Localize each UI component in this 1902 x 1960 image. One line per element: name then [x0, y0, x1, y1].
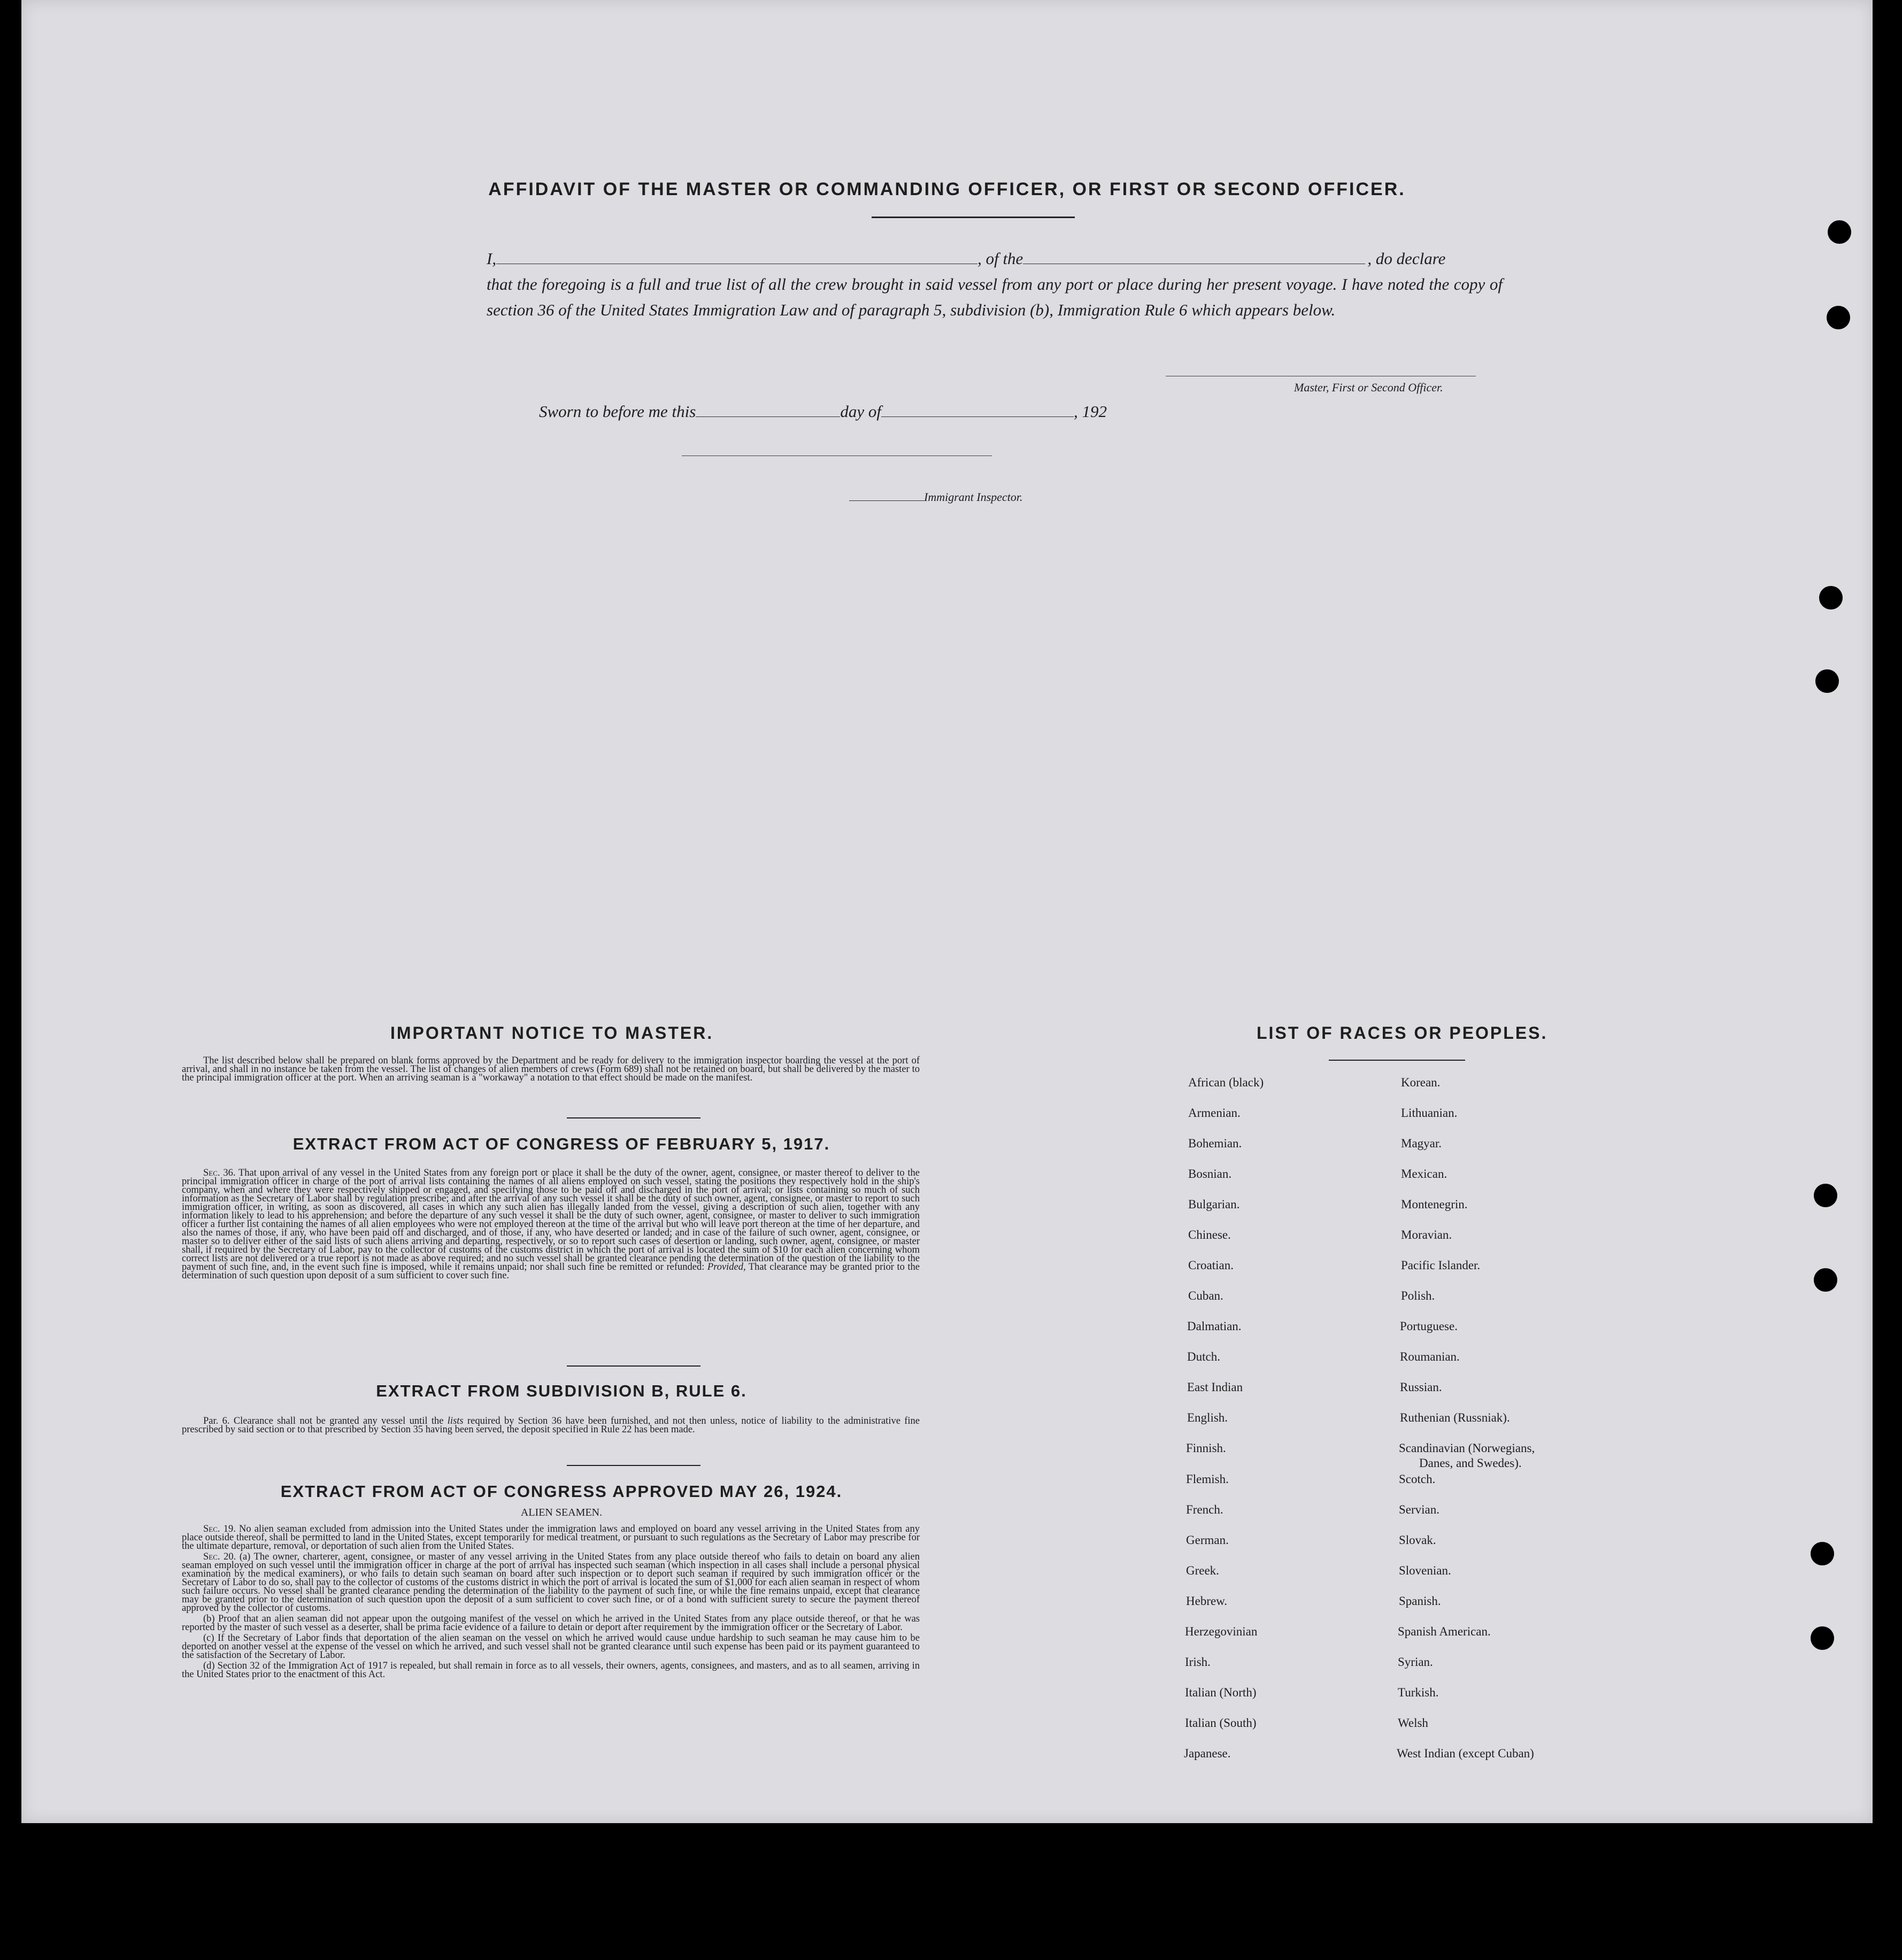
sworn-day-blank[interactable]	[696, 403, 840, 417]
signature-caption: Master, First or Second Officer.	[1294, 381, 1443, 394]
inspector-caption	[849, 490, 1023, 504]
race-item-continuation: Danes, and Swedes).	[1419, 1456, 1522, 1470]
race-item: Flemish.	[1186, 1472, 1229, 1486]
races-title-underline	[1329, 1060, 1465, 1061]
extract1-paragraph	[182, 1169, 920, 1280]
sworn-day-of: day of	[840, 402, 881, 421]
races-title: LIST OF RACES OR PEOPLES.	[1257, 1023, 1548, 1043]
sec36-text: That upon arrival of any vessel in the United States from any foreign port or place it shall be the duty of the owner, agent, consignee, or master thereof to deliver to the principal immigration officer in charge of the port of arrival lists containing the names of all aliens employed on such vessel, stating the positions they respectively hold in the ship's company, when and where they were respectively shipped or engaged, and specifying those to be paid off and discharged in the port of arrival; or lists containing so much of such information as the Secretary of Labor shall by regulation prescribe; and after the arrival of any such vessel it shall be the duty of such owner, agent, consignee, or master to report to such immigration officer, in writing, as soon as discovered, all cases in which any such alien has illegally landed from the vessel, giving a description of such alien, together with any information likely to lead to his apprehension; and before the departure of any such vessel it shall be the duty of such owner, agent, consignee, or master to deliver to such immigration officer a further list containing the names of all alien employees who were not employed thereon at the time of the arrival but who will leave port thereon at the time of her departure, and also the names of those, if any, who have been paid off and discharged, and of those, if any, who have deserted or landed; and in case of the failure of such owner, agent, consignee, or master so to deliver either of the said lists of such aliens arriving and departing, respectively, or so to report such cases of desertion or landing, such owner, agent, consignee, or master shall, if required by the Secretary of Labor, pay to the collector of customs of the customs district in which the port of arrival is located the sum of $10 for each alien concerning whom correct lists are not delivered or a true report is not made as above required; and no such vessel shall be granted clearance pending the determination of the question of the liability to the payment of such fine, and, in the event such fine is imposed, while it remains unpaid; nor shall such fine be remitted or refunded:	[182, 1168, 920, 1272]
race-item: Turkish.	[1398, 1686, 1439, 1699]
par6-text-a: Clearance shall not be granted any vessel until the	[233, 1416, 444, 1426]
race-item: Bulgarian.	[1188, 1198, 1240, 1211]
race-item: Syrian.	[1398, 1655, 1433, 1669]
notice-divider	[567, 1117, 700, 1118]
extract3-subtitle: ALIEN SEAMEN.	[520, 1507, 603, 1518]
punch-hole	[1814, 1184, 1837, 1207]
sec20a-text: (a) The owner, charterer, agent, consignee, or master of any vessel arriving in the United States from any place outside thereof who fails to detain on board any alien seaman employed on such vessel until the immigration officer in charge at the port of arrival has inspected such seaman (which inspection in all cases shall include a personal physical examination by the medical examiners), or who fails to detain such seaman on board after such inspection or to deport such seaman if required by such immigration officer or the Secretary of Labor to do so, shall pay to the collector of customs of the customs district in which the port of arrival is located the sum of $1,000 for each alien seaman in respect of whom such failure occurs. No vessel shall be granted clearance pending the determination of the liability to the payment of such fine, or while the fine remains unpaid, except that clearance may be granted prior to the determination of such question upon the deposit of a sum sufficient to cover such fine, or of a bond with sufficient surety to secure the payment thereof approved by the collector of customs.	[182, 1552, 920, 1614]
extract3-title: EXTRACT FROM ACT OF CONGRESS APPROVED MAY 26, 1924.	[280, 1482, 843, 1501]
race-item: Cuban.	[1188, 1289, 1223, 1302]
sec36-label: Sec. 36.	[203, 1168, 236, 1178]
extract1-title: EXTRACT FROM ACT OF CONGRESS OF FEBRUARY 5, 1917.	[292, 1135, 830, 1153]
race-item: Bohemian.	[1188, 1137, 1242, 1150]
par6-text-b: required by Section 36 have been furnished, and not then unless, notice of liability to the administrative fine prescribed by said section or to that prescribed by Section 35 having been served, the deposit specified in Rule 22 has been made.	[182, 1416, 920, 1435]
race-item: Servian.	[1399, 1503, 1440, 1516]
sec19-label: Sec. 19.	[203, 1524, 236, 1534]
race-item: Scotch.	[1399, 1472, 1436, 1486]
extract2-title: EXTRACT FROM SUBDIVISION B, RULE 6.	[376, 1382, 747, 1400]
title-underline	[872, 217, 1075, 218]
sec20b-paragraph: (b) Proof that an alien seaman did not appear upon the outgoing manifest of the vessel on which he arrived in the United States from any place outside thereof, or that he was reported by the master of such vessel as a deserter, shall be prima facie evidence of a failure to detain or deport after requirement by the immigration officer or the Secretary of Labor.	[182, 1614, 920, 1633]
race-item: Korean.	[1401, 1076, 1441, 1089]
race-item: French.	[1186, 1503, 1223, 1516]
sec19-text: No alien seaman excluded from admission into the United States under the immigration laws and employed on board any vessel arriving in the United States from any place outside thereof, shall be permitted to land in the United States, except temporarily for medical treatment, or pursuant to such regulations as the Secretary of Labor may prescribe for the ultimate departure, removal, or deportation of such alien from the United States.	[182, 1524, 920, 1552]
race-item: Polish.	[1401, 1289, 1435, 1302]
race-item: Pacific Islander.	[1401, 1259, 1481, 1272]
inspector-blank	[849, 491, 924, 501]
race-item: Finnish.	[1186, 1441, 1226, 1455]
race-item: African (black)	[1188, 1076, 1264, 1089]
race-item: Greek.	[1186, 1564, 1219, 1577]
race-item: Mexican.	[1401, 1167, 1447, 1180]
race-item: Slovak.	[1399, 1533, 1436, 1547]
punch-hole	[1811, 1626, 1834, 1650]
race-item: Russian.	[1400, 1380, 1442, 1394]
punch-hole	[1819, 586, 1843, 609]
inspector-caption-text: Immigrant Inspector.	[924, 490, 1023, 504]
punch-hole	[1814, 1268, 1837, 1292]
extract2-paragraph	[182, 1417, 920, 1434]
race-item: Hebrew.	[1186, 1594, 1228, 1608]
race-item: Welsh	[1398, 1716, 1428, 1730]
punch-hole	[1811, 1542, 1834, 1565]
race-item: Italian (North)	[1185, 1686, 1257, 1699]
proviso-label: Provided,	[707, 1262, 746, 1272]
extract2-text	[182, 1417, 920, 1436]
race-item: Herzegovinian	[1185, 1625, 1258, 1638]
affidavit-of-the: , of the	[977, 249, 1023, 268]
race-item: English.	[1187, 1411, 1228, 1424]
affidavit-text: that the foregoing is a full and true list of all the crew brought in said vessel from any port or place during her present voyage. I have noted the copy of section 36 of the United States Immigration Law and of paragraph 5, subdivision (b), Immigration Rule 6 which appears below.	[487, 275, 1503, 319]
sworn-prefix: Sworn to before me this	[539, 402, 696, 421]
affidavit-i: I,	[487, 249, 497, 268]
extract1-text	[182, 1169, 920, 1282]
vessel-blank[interactable]	[1023, 250, 1365, 264]
notice-title: IMPORTANT NOTICE TO MASTER.	[390, 1023, 714, 1043]
affidavit-body	[487, 246, 1503, 323]
sec20c-paragraph: (c) If the Secretary of Labor finds that deportation of the alien seaman on the vessel on which he arrived would cause undue hardship to such seaman he may cause him to be deported on another vessel at the expense of the vessel on which he arrived, and such vessel shall not be granted clearance until such expense has been paid or its payment guaranteed to the satisfaction of the Secretary of Labor.	[182, 1633, 920, 1661]
sworn-line	[539, 402, 1107, 421]
race-item: Moravian.	[1401, 1228, 1452, 1241]
par6-label: Par. 6.	[203, 1416, 230, 1426]
affidavit-title: AFFIDAVIT OF THE MASTER OR COMMANDING OFFICER, OR FIRST OR SECOND OFFICER.	[488, 179, 1406, 199]
race-item: Chinese.	[1188, 1228, 1231, 1241]
race-item: Italian (South)	[1185, 1716, 1257, 1730]
race-item: Slovenian.	[1399, 1564, 1451, 1577]
sec20d-paragraph: (d) Section 32 of the Immigration Act of 1917 is repealed, but shall remain in force as to all vessels, their owners, agents, consignees, and masters, and as to all seamen, arriving in the United States prior to the enactment of this Act.	[182, 1661, 920, 1680]
punch-hole	[1827, 306, 1850, 329]
race-item: Portuguese.	[1400, 1319, 1458, 1333]
document-page	[21, 0, 1873, 1823]
race-item: Bosnian.	[1188, 1167, 1232, 1180]
race-item: Dalmatian.	[1187, 1319, 1242, 1333]
race-item: Irish.	[1185, 1655, 1211, 1669]
race-item: Ruthenian (Russniak).	[1400, 1411, 1510, 1424]
race-item: Spanish.	[1399, 1594, 1441, 1608]
sworn-year: , 192	[1073, 402, 1107, 421]
race-item: Lithuanian.	[1401, 1106, 1458, 1120]
race-item: German.	[1186, 1533, 1229, 1547]
proviso-text: That clearance may be granted prior to the determination of such question upon deposit of a sum sufficient to cover such fine.	[182, 1262, 920, 1281]
race-item: East Indian	[1187, 1380, 1243, 1394]
race-item: Armenian.	[1188, 1106, 1241, 1120]
affidavit-declare: , do declare	[1367, 249, 1446, 268]
extract2-divider	[567, 1465, 700, 1466]
punch-hole	[1815, 669, 1839, 693]
punch-hole	[1828, 220, 1851, 244]
sec19-paragraph	[182, 1525, 920, 1550]
race-item: West Indian (except Cuban)	[1397, 1747, 1534, 1760]
sec20a-paragraph	[182, 1553, 920, 1612]
race-item: Magyar.	[1401, 1137, 1442, 1150]
race-item: Spanish American.	[1398, 1625, 1491, 1638]
race-item: Croatian.	[1188, 1259, 1234, 1272]
sworn-month-blank[interactable]	[881, 403, 1074, 417]
notice-text	[182, 1056, 920, 1084]
par6-lists: lists	[447, 1416, 464, 1426]
name-blank[interactable]	[496, 250, 977, 264]
notice-paragraph: The list described below shall be prepared on blank forms approved by the Department and be ready for delivery to the immigration inspector boarding the vessel at the port of arrival, and shall in no instance be taken from the vessel. The list of changes of alien members of crews (Form 689) shall not be retained on board, but shall be delivered by the master to the principal immigration officer at the port. When an arriving seaman is a "workaway" a notation to that effect should be made on the manifest.	[182, 1055, 920, 1083]
race-item: Roumanian.	[1400, 1350, 1460, 1363]
race-item: Montenegrin.	[1401, 1198, 1468, 1211]
race-item: Japanese.	[1184, 1747, 1231, 1760]
race-item: Dutch.	[1187, 1350, 1220, 1363]
race-item: Scandinavian (Norwegians,	[1399, 1441, 1535, 1455]
extract3-text	[182, 1525, 920, 1681]
extract1-divider	[567, 1365, 700, 1367]
sec20-label: Sec. 20.	[203, 1552, 236, 1562]
